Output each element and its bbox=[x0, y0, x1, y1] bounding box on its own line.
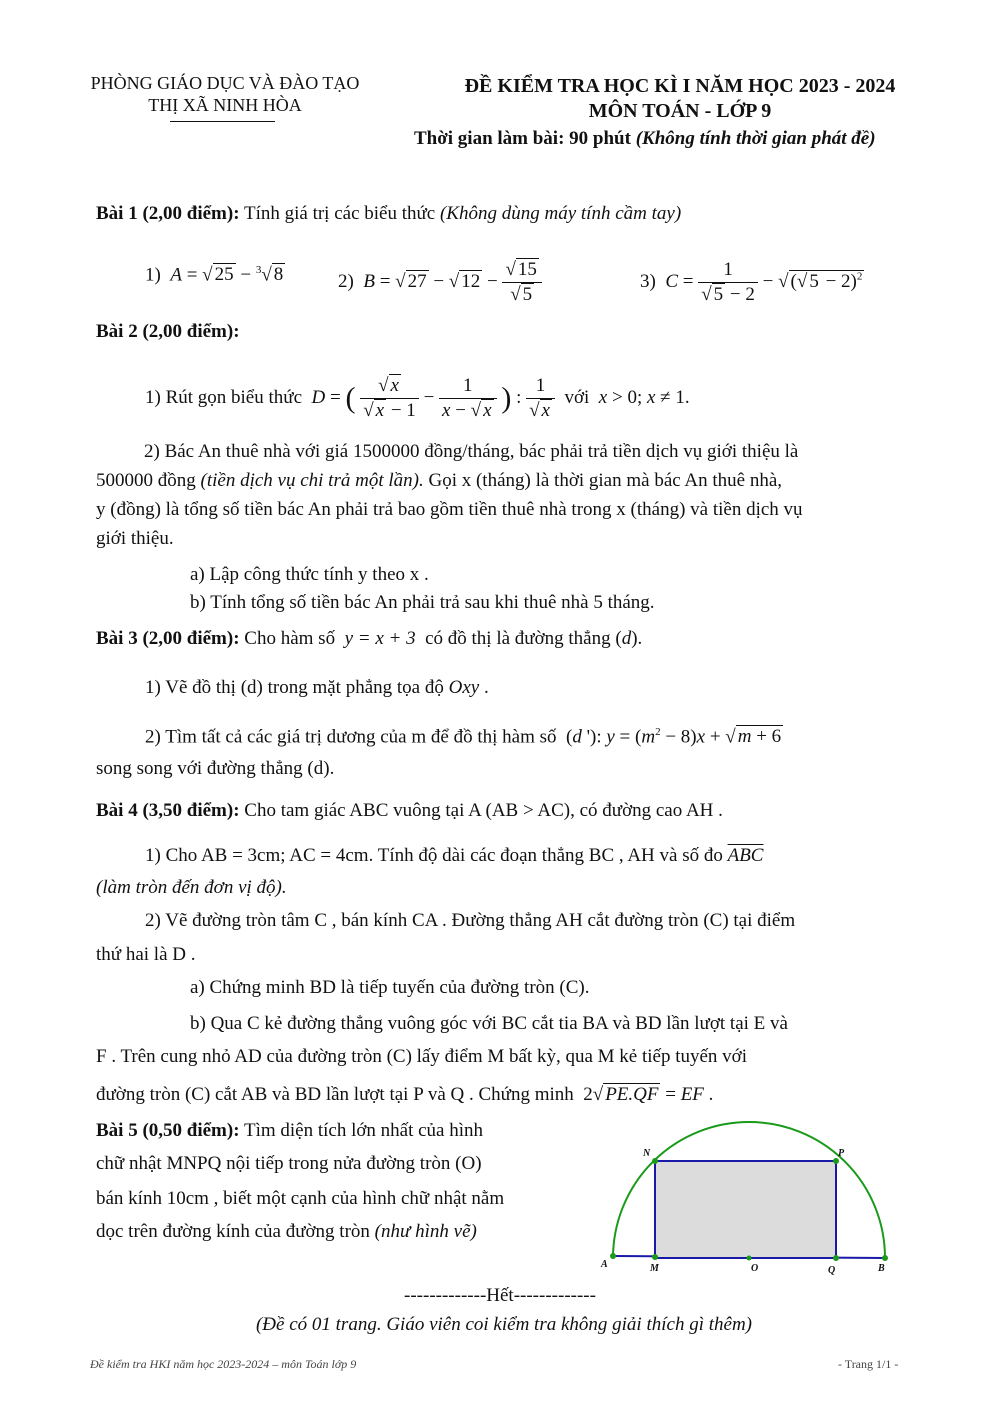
bai4-b2: F . Trên cung nhỏ AD của đường tròn (C) lấy điểm M bất kỳ, qua M kẻ tiếp tuyến với bbox=[96, 1046, 747, 1067]
label-q: Q bbox=[828, 1265, 836, 1276]
department-line-1: PHÒNG GIÁO DỤC VÀ ĐÀO TẠO bbox=[90, 73, 360, 93]
bai4-p1-text: 1) Cho AB = 3cm; AC = 4cm. Tính độ dài các đoạn thẳng BC , AH và số đo bbox=[145, 845, 723, 866]
bai5-line3: bán kính 10cm , biết một cạnh của hình chữ nhật nằm bbox=[96, 1188, 505, 1209]
bai4-b3: đường tròn (C) cắt AB và BD lần lượt tại P và Q . Chứng minh 2√ PE.QF = EF . bbox=[96, 1084, 714, 1105]
end-marker: -------------Hết------------- bbox=[404, 1285, 596, 1306]
bai4-p1: 1) Cho AB = 3cm; AC = 4cm. Tính độ dài các đoạn thẳng BC , AH và số đo $\overline{ABC}$ bbox=[145, 845, 764, 866]
bai2-p2-line4: giới thiệu. bbox=[96, 528, 174, 549]
bai2-b: b) Tính tổng số tiền bác An phải trả sau khi thuê nhà 5 tháng. bbox=[190, 592, 655, 613]
exam-time bbox=[414, 128, 876, 150]
bai1-expr-a: 1) A = √ 25 − $^3$√ 8 bbox=[145, 264, 284, 286]
bai5-l4a: dọc trên đường kính của đường tròn bbox=[96, 1221, 370, 1242]
bai2-p2-line3: y (đồng) là tổng số tiền bác An phải trả bao gồm tiền thuê nhà trong x (tháng) và tiền dịch vụ bbox=[96, 499, 803, 520]
bai3-text-a: Cho hàm số bbox=[244, 628, 336, 649]
bai1-item2-label: 2) bbox=[338, 270, 354, 292]
bai4-title bbox=[96, 799, 723, 823]
exam-time-label: Thời gian làm bài: 90 phút bbox=[414, 128, 631, 149]
bai1-note: (Không dùng máy tính cầm tay) bbox=[439, 203, 682, 224]
exam-time-note: (Không tính thời gian phát đề) bbox=[635, 128, 876, 149]
exam-title bbox=[400, 74, 960, 124]
bai5-l1: Tìm diện tích lớn nhất của hình bbox=[243, 1120, 484, 1141]
bai4-a: a) Chứng minh BD là tiếp tuyến của đường tròn (C). bbox=[190, 977, 590, 998]
bai3-title: Bài 3 (2,00 điểm): Cho hàm số y = x + 3 có đồ thị là đường thẳng (d). bbox=[96, 628, 643, 649]
bai5-line1 bbox=[96, 1119, 483, 1143]
bai4-heading: Bài 4 (3,50 điểm): bbox=[96, 800, 240, 821]
label-a: A bbox=[601, 1259, 608, 1270]
bai4-text: Cho tam giác ABC vuông tại A (AB > AC), có đường cao AH . bbox=[244, 800, 723, 821]
bai1-expr-b: 2) B = √ 27 − √ 12 − $\frac{√ 15}{√ 5}$ bbox=[338, 258, 542, 307]
label-b: B bbox=[878, 1263, 885, 1274]
bai3-p2-cont: song song với đường thẳng (d). bbox=[96, 758, 335, 779]
bai2-p1-text: 1) Rút gọn biểu thức bbox=[145, 386, 303, 408]
label-p: P bbox=[838, 1148, 845, 1159]
footer-left: Đề kiểm tra HKI năm học 2023-2024 – môn Toán lớp 9 bbox=[90, 1357, 357, 1371]
bai2-a: a) Lập công thức tính y theo x . bbox=[190, 564, 429, 585]
header-underline bbox=[170, 121, 275, 122]
bai5-line2: chữ nhật MNPQ nội tiếp trong nửa đường tròn (O) bbox=[96, 1153, 482, 1174]
bai3-heading: Bài 3 (2,00 điểm): bbox=[96, 628, 240, 649]
bai1-title bbox=[96, 202, 681, 226]
semicircle-figure bbox=[595, 1118, 905, 1283]
bai2-p1: 1) Rút gọn biểu thức D = ( $\frac{√ x}{√ x - 1}$ − $\frac{1}{x - √ x}$ ) : $\frac{1}{√ x}$ với x > 0; x ≠ 1. bbox=[145, 375, 690, 421]
bai1-expr-c: 3) C = $\frac{1}{√ 5 - 2}$ − √ (√ 5 − 2)$^2$ bbox=[640, 259, 863, 305]
bai2-p2-line2: 500000 đồng (tiền dịch vụ chi trả một lần). Gọi x (tháng) là thời gian mà bác An thuê nhà, bbox=[96, 470, 783, 491]
bai5-line4 bbox=[96, 1220, 477, 1244]
bai2-heading: Bài 2 (2,00 điểm): bbox=[96, 321, 240, 342]
bai2-p2-line1: 2) Bác An thuê nhà với giá 1500000 đồng/tháng, bác phải trả tiền dịch vụ giới thiệu là bbox=[144, 441, 799, 462]
bai4-p2-cont: thứ hai là D . bbox=[96, 944, 196, 965]
rectangle-mnpq bbox=[655, 1161, 836, 1258]
footer-page-number: - Trang 1/1 - bbox=[838, 1357, 899, 1371]
bai3-p2-text: 2) Tìm tất cả các giá trị dương của m để đồ thị hàm số bbox=[145, 726, 557, 748]
department-line-2: THỊ XÃ NINH HÒA bbox=[148, 95, 302, 115]
bai1-text: Tính giá trị các biểu thức bbox=[243, 203, 436, 224]
bai2-p2 bbox=[96, 437, 914, 553]
exam-title-line-2: MÔN TOÁN - LỚP 9 bbox=[588, 100, 772, 122]
label-m: M bbox=[650, 1263, 659, 1274]
bai4-b1: b) Qua C kẻ đường thẳng vuông góc với BC cắt tia BA và BD lần lượt tại E và bbox=[190, 1013, 788, 1034]
end-note: (Đề có 01 trang. Giáo viên coi kiểm tra không giải thích gì thêm) bbox=[255, 1314, 752, 1335]
bai5-l4b: (như hình vẽ) bbox=[374, 1221, 477, 1242]
bai4-b3-text: đường tròn (C) cắt AB và BD lần lượt tại P và Q . Chứng minh bbox=[96, 1084, 574, 1105]
exam-title-line-1: ĐỀ KIỂM TRA HỌC KÌ I NĂM HỌC 2023 - 2024 bbox=[464, 75, 896, 97]
bai1-heading: Bài 1 (2,00 điểm): bbox=[96, 203, 240, 224]
bai1-item3-label: 3) bbox=[640, 270, 656, 292]
department-name bbox=[75, 72, 375, 116]
bai3-p1: 1) Vẽ đồ thị (d) trong mặt phẳng tọa độ Oxy . bbox=[145, 677, 489, 698]
bai4-p1-note: (làm tròn đến đơn vị độ). bbox=[96, 877, 287, 898]
bai3-p1-text: 1) Vẽ đồ thị (d) trong mặt phẳng tọa độ bbox=[145, 677, 444, 698]
bai1-item1-label: 1) bbox=[145, 264, 161, 286]
label-n: N bbox=[643, 1148, 651, 1159]
bai2-p1-cond: với bbox=[564, 386, 590, 408]
bai4-p2: 2) Vẽ đường tròn tâm C , bán kính CA . Đường thẳng AH cắt đường tròn (C) tại điểm bbox=[145, 910, 796, 931]
label-o: O bbox=[751, 1263, 759, 1274]
bai3-p2: 2) Tìm tất cả các giá trị dương của m để đồ thị hàm số (d '): $y = (m^2 - 8)x$ + √ m + 6 bbox=[145, 726, 782, 748]
bai3-text-b: có đồ thị là đường thẳng bbox=[425, 628, 611, 649]
bai5-heading: Bài 5 (0,50 điểm): bbox=[96, 1120, 240, 1141]
